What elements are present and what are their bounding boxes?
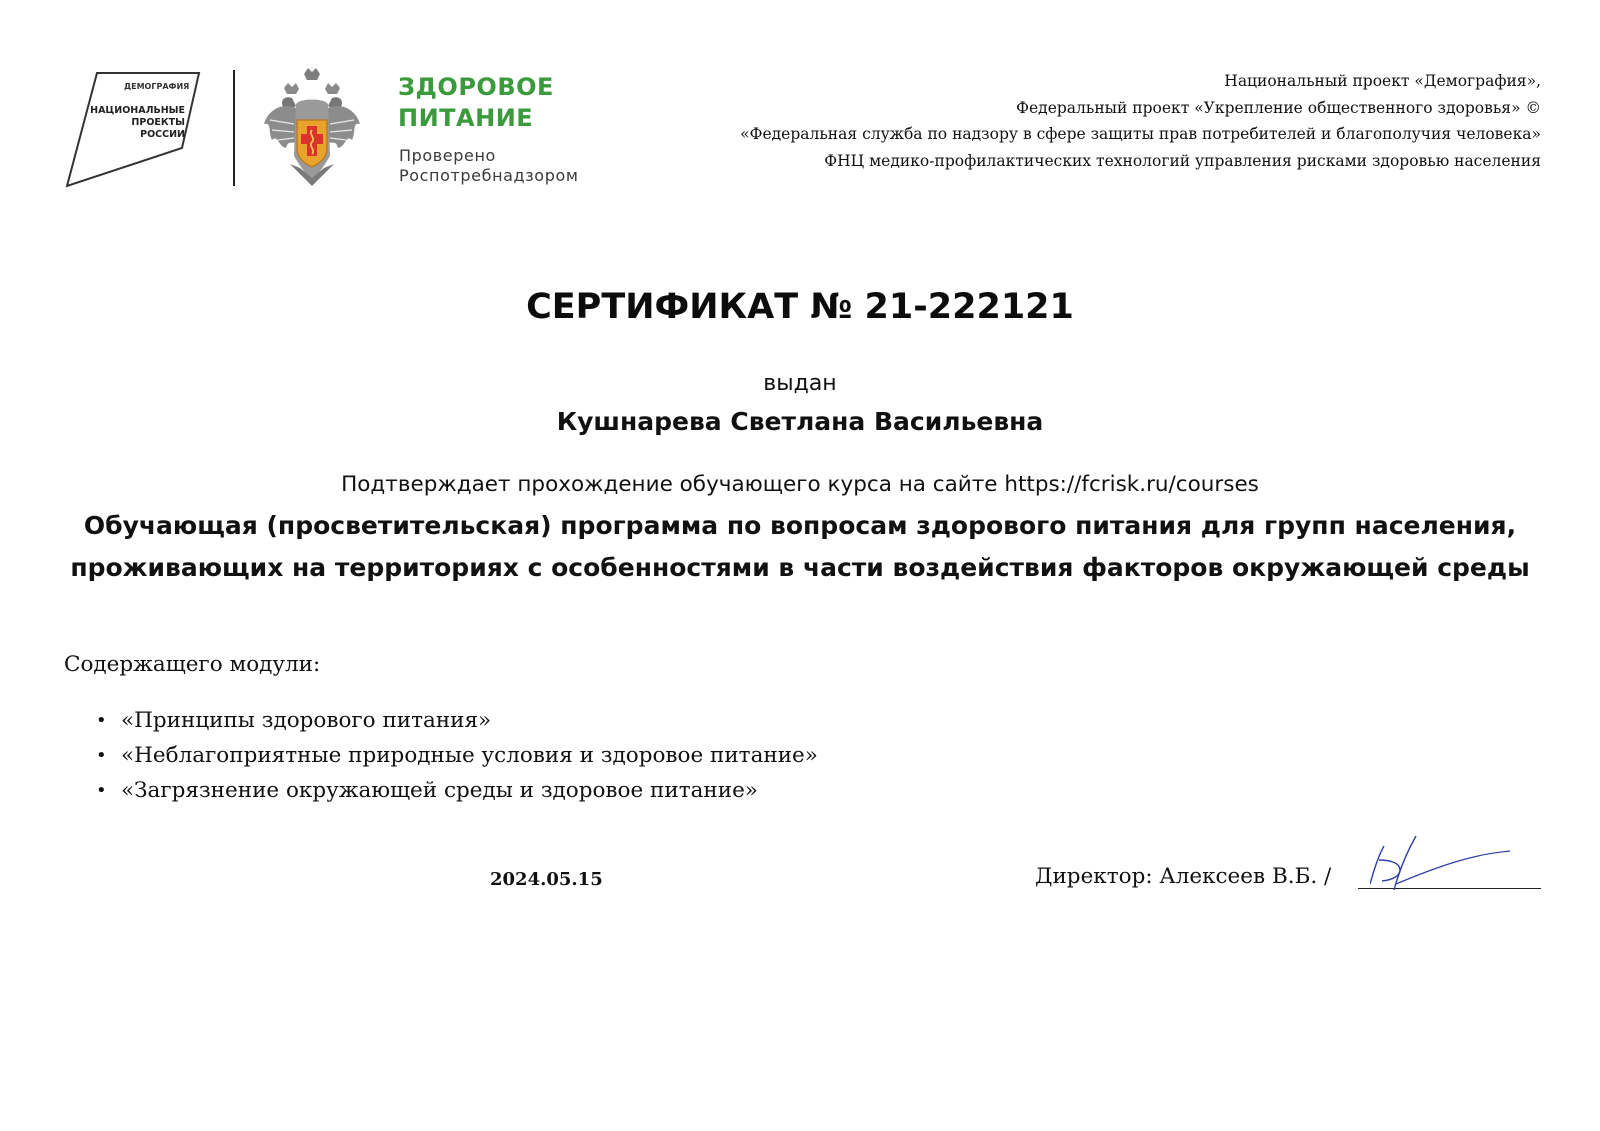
bullet-icon: • xyxy=(96,745,107,766)
healthy-food-logo-subtitle xyxy=(399,146,579,186)
module-title: «Неблагоприятные природные условия и здоровое питание» xyxy=(121,743,818,768)
certificate-title: СЕРТИФИКАТ № 21-222121 xyxy=(526,287,1074,327)
director-label: Директор: Алексеев В.Б. / xyxy=(1035,864,1332,889)
healthy-food-title-line: ПИТАНИЕ xyxy=(398,104,534,132)
list-item xyxy=(96,777,818,812)
header-line: ФНЦ медико-профилактических технологий управления рисками здоровью населения xyxy=(824,151,1541,170)
course-confirmation-text: Подтверждает прохождение обучающего курса на сайте https://fcrisk.ru/courses xyxy=(341,472,1259,497)
healthy-food-subtitle-line: Проверено xyxy=(399,146,496,165)
issued-label: выдан xyxy=(763,371,837,396)
header-line: Национальный проект «Демография», xyxy=(1224,72,1541,90)
logo-divider xyxy=(233,70,235,186)
national-projects-logo xyxy=(64,70,206,190)
list-item xyxy=(96,742,818,777)
national-projects-line-1: НАЦИОНАЛЬНЫЕ xyxy=(90,105,185,116)
bullet-icon: • xyxy=(96,710,107,731)
header-line: «Федеральная служба по надзору в сфере защиты прав потребителей и благополучия человека» xyxy=(740,125,1541,143)
modules-list xyxy=(96,707,818,812)
recipient-name: Кушнарева Светлана Васильевна xyxy=(556,407,1044,436)
double-headed-eagle-emblem-icon xyxy=(260,68,364,186)
list-item xyxy=(96,707,818,742)
bullet-icon: • xyxy=(96,780,107,801)
healthy-food-title-line: ЗДОРОВОЕ xyxy=(398,73,554,101)
module-title: «Принципы здорового питания» xyxy=(121,708,492,733)
healthy-food-subtitle-line: Роспотребнадзором xyxy=(399,166,579,185)
program-title: Обучающая (просветительская) программа по вопросам здорового питания для групп населения, проживающих на территориях с особенностями в части воздействия факторов окружающей среды xyxy=(70,511,1530,582)
national-projects-caption: ДЕМОГРАФИЯ xyxy=(124,82,190,91)
director-signature xyxy=(1370,834,1520,896)
header-organizations xyxy=(740,68,1541,174)
header-line: Федеральный проект «Укрепление общественного здоровья» © xyxy=(1016,98,1541,117)
module-title: «Загрязнение окружающей среды и здоровое питание» xyxy=(121,778,758,803)
national-projects-line-3: РОССИИ xyxy=(140,129,185,140)
healthy-food-logo-title xyxy=(398,72,554,134)
issue-date: 2024.05.15 xyxy=(490,869,603,890)
header-logos xyxy=(64,66,604,190)
national-projects-line-2: ПРОЕКТЫ xyxy=(131,117,185,128)
modules-label: Содержащего модули: xyxy=(64,652,321,677)
